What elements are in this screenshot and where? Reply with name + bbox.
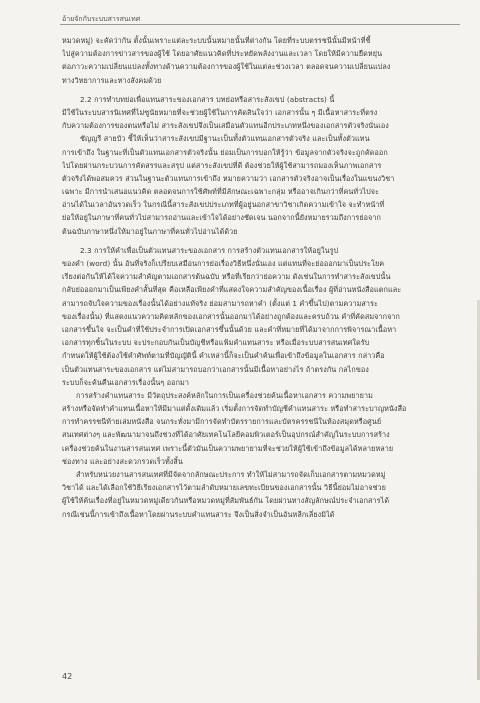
text-line: การทำครรชนีท้ายเล่มหนังสือ จนกระทั่งมามีการจัดทำบัตรรายการและบัตรครรชนีในห้องสมุดหรือศูนย์ xyxy=(62,417,382,427)
text-line: เป็นตัวแทนสาระของเอกสาร แต่ไม่สามารถบอกว่าเอกสารนั้นมีเนื้อหาอย่างไร ถ้าตรงกัน กลไกของ xyxy=(62,364,369,374)
text-line: ไปโดยผ่านกระบวนการคัดสรรและสรุป แต่สาระสังเขปที่ดี ต้องช่วยให้ผู้ใช้สามารถมองเห็นภาพเอกสาร xyxy=(62,160,382,170)
text-line: ของคำ (word) นั้น อันที่จริงก็เปรียบเสมือนการย่อเรื่องวิธีหนึ่งนั่นเอง แต่แทนที่จะย่อออกมาเป็นประโยค xyxy=(62,259,385,268)
page-number: 42 xyxy=(62,672,73,681)
text-line: ทางวิทยาการและทางสังคมด้วย xyxy=(62,75,162,85)
text-line: สร้างหรือจัดทำคำแทนเนื้อหาให้มีมาแต่ดั้งเดิมแล้ว เริ่มตั้งการจัดทำบัญชีคำแทนสาระ หรือทำสาระบาญหนังสือ xyxy=(62,404,407,414)
text-line: กลับย่อออกมาเป็นเพียงคำสั้นที่สุด คือเหลือเพียงคำที่แสดงใจความสำคัญของเนื้อเรื่อง ผู้ที่อ่านหนังสือแตกและ xyxy=(62,285,402,295)
text-line: ไปสู่ความต้องการข่าวสารของผู้ใช้ โดยอาศัยแนวคิดที่ประหยัดพลังงานและเวลา โดยให้มีความยืดหยุ่น xyxy=(62,49,383,59)
text-line: เฉพาะ มีการนำเสนอแนวคิด ตลอดจนการใช้ศัพท์ที่มีลักษณะเฉพาะกลุ่ม หรืออาจเกินกว่าที่คนทั่วไปจะ xyxy=(62,187,380,197)
running-head: อ้ายจักกับระบบสารสนเทศ xyxy=(62,15,141,23)
text-line: วิชาได้ และได้เลือกใช้วิธีเรียงเอกสารไว้ตามลำดับหมายเลขทะเบียนของเอกสารนั้น วิธีนี้ย่อมไม่อาจช่วย xyxy=(62,483,386,493)
text-line: ผู้ใช้ให้ค้นเรื่องที่อยู่ในหมวดหมู่เดียวกันหรือหมวดหมู่ที่สัมพันธ์กัน โดยผ่านทางสัญลักษณ์ประจำเอกสารได้ xyxy=(62,496,390,506)
text-line: ตัวจริงได้พอสมควร ส่วนในฐานะตัวแทนการเข้าถึง หมายความว่า เอกสารตัวจริงอาจเป็นเรื่องในแขนงวิชา xyxy=(62,173,395,183)
text-line: การสร้างคำแทนสาระ มีวัตถุประสงค์หลักในการเป็นเครื่องช่วยค้นเนื้อหาเอกสาร ความพยายาม xyxy=(76,390,373,400)
text-line: เอกสารขึ้นใจ จะเป็นคำที่ใช้ประจำการเปิดเอกสารขึ้นนั้นด้วย และคำที่หมายที่ได้มาจากการพิจารณาเนื้อหา xyxy=(62,324,397,334)
text-line: ชัญญรี สายบัว ชี้ให้เห็นว่าสาระสังเขปมีฐานะเป็นทั้งตัวแทนเอกสารตัวจริง และเป็นทั้งตัวแทน xyxy=(80,134,370,144)
text-line: มีใช้ในระบบสารนิเทศที่ไม่ซูนัยหมายที่จะช่วยผู้ใช้ในการคัดสินใจว่า เอกสารนั้น ๆ มีเนื้อหาสาระที่ตรง xyxy=(62,107,378,117)
section-heading-2-3: 2.3 การให้คำเพื่อเป็นตัวแทนสาระของเอกสาร การสร้างตัวแทนเอกสารให้อยู่ในรูป xyxy=(80,245,339,255)
text-line: กรณีเช่นนี้การเข้าถึงเนื้อหาโดยผ่านระบบคำแทนสาระ จึงเป็นสิ่งจำเป็นอันหลีกเลี่ยงมิได้ xyxy=(62,509,335,519)
header-rule xyxy=(60,24,460,25)
text-line: ช่องทาง และอย่างสะดวกรวดเร็วทั้งสิ้น xyxy=(62,456,183,466)
text-line: ระบบก็จะค้นคืนเอกสารเรื่องนั้นๆ ออกมา xyxy=(62,377,189,387)
text-line: อ่านได้ในเวลาอันรวดเร็ว ในกรณีนี้สาระสังเขปประเภทที่ผู้อยู่นอกสาขาวิชาเกิดความเข้าใจ จะทำหน้าที่ xyxy=(62,200,385,210)
text-line: หมวดหมู่) จะคัดว่ากัน ตั้งนั้นเพราะแต่ละระบบนั้นหมายนั้นที่ต่างกัน โดยที่ระบบตรรชนีนั้นมีหน้าที่ชี้ xyxy=(62,36,371,45)
text-line: กับความต้องการของตนหรือไม่ สาระสังเขปจึงเป็นเสมือนตัวแทนอีกประเภทหนึ่งของเอกสารตัวจริงนั่นเอง xyxy=(62,121,389,131)
text-line: สนเทศต่างๆ และพัฒนามาจนถึงช่วงที่ได้อาศัยเทคโนโลยีคอมพิวเตอร์เป็นอุปกรณ์สำคัญในระบบการสร้าง xyxy=(62,430,390,440)
text-line: เครื่องช่วยค้นในงานสารสนเทศ เพราะนี้ตัวมันเป็นความพยายามที่จะช่วยให้ผู้ใช้เข้าถึงข้อมูลได้หลายหลาย xyxy=(62,443,394,453)
text-line: สามารถจับใจความของเรื่องนั้นได้อย่างแท้จริง ย่อมสามารถหาคำ (ตั้งแต่ 1 คำขึ้นไป)ตามความสาระ xyxy=(62,298,378,308)
section-heading-2-2: 2.2 การทำบทย่อเพื่อแทนสาระของเอกสาร บทย่อหรือสาระสังเขป (abstracts) นี้ xyxy=(80,94,335,104)
text-line: ของเรื่องนั้น) ที่แสดงแนวความคิดหลักของเอกสารนั้นออกมาได้อย่างถูกต้องและครบถ้วน คำที่คัดสมจากจาก xyxy=(62,311,400,321)
body-text xyxy=(62,34,455,521)
text-line: ต่อภาวะความเปลี่ยนแปลงทั้งทางด้านความต้องการของผู้ใช้ในแต่ละช่วงเวลา ตลอดจนความเปลี่ยนแปลง xyxy=(62,62,391,72)
text-line: กำหนดให้ผู้ใช้ต้องใช้คำศัพท์ตามที่บัญญัตินี้ คำเหล่านี้ก็จะเป็นคำค้นเพื่อเข้าถึงข้อมูลในเอกสาร กล่าวคือ xyxy=(62,351,385,361)
text-line: การเข้าถึง ในฐานะที่เป็นตัวแทนเอกสารตัวจริงนั้น ย่อมเป็นการบอกให้รู้ว่า ข้อมูลจากตัวจริงจะถูกคัดออก xyxy=(62,147,388,157)
text-line: สำหรับหน่วยงานสารสนเทศที่มีจัดจากลักษณะประการ ทำให้ไม่สามารถจัดเก็บเอกสารตามหมวดหมู่ xyxy=(76,470,386,479)
text-line: ย่อให้อยู่ในภาษาที่คนทั่วไปสามารถอ่านและเข้าใจได้อย่างชัดเจน นอกจากนี้ยังหมายรวมถึงการย่อจาก xyxy=(62,213,381,223)
text-line: เอกสารทุกชิ้นในระบบ จะประกอบกันเป็นบัญชีหรือแฟ้มคำแทนสาระ หรือเมื่อระบบสารสนเทศใดรับ xyxy=(62,338,370,348)
text-line: ต้นฉบับภาษาหนึ่งให้มาอยู่ในภาษาที่คนทั่วไปอ่านได้ด้วย xyxy=(62,226,238,236)
text-line: เรียงต่อกันให้ได้ใจความสำคัญตามเอกสารต้นฉบับ หรือที่เรียกว่าย่อความ ดังเช่นในการทำสาระสังเขปนั้น xyxy=(62,272,391,282)
